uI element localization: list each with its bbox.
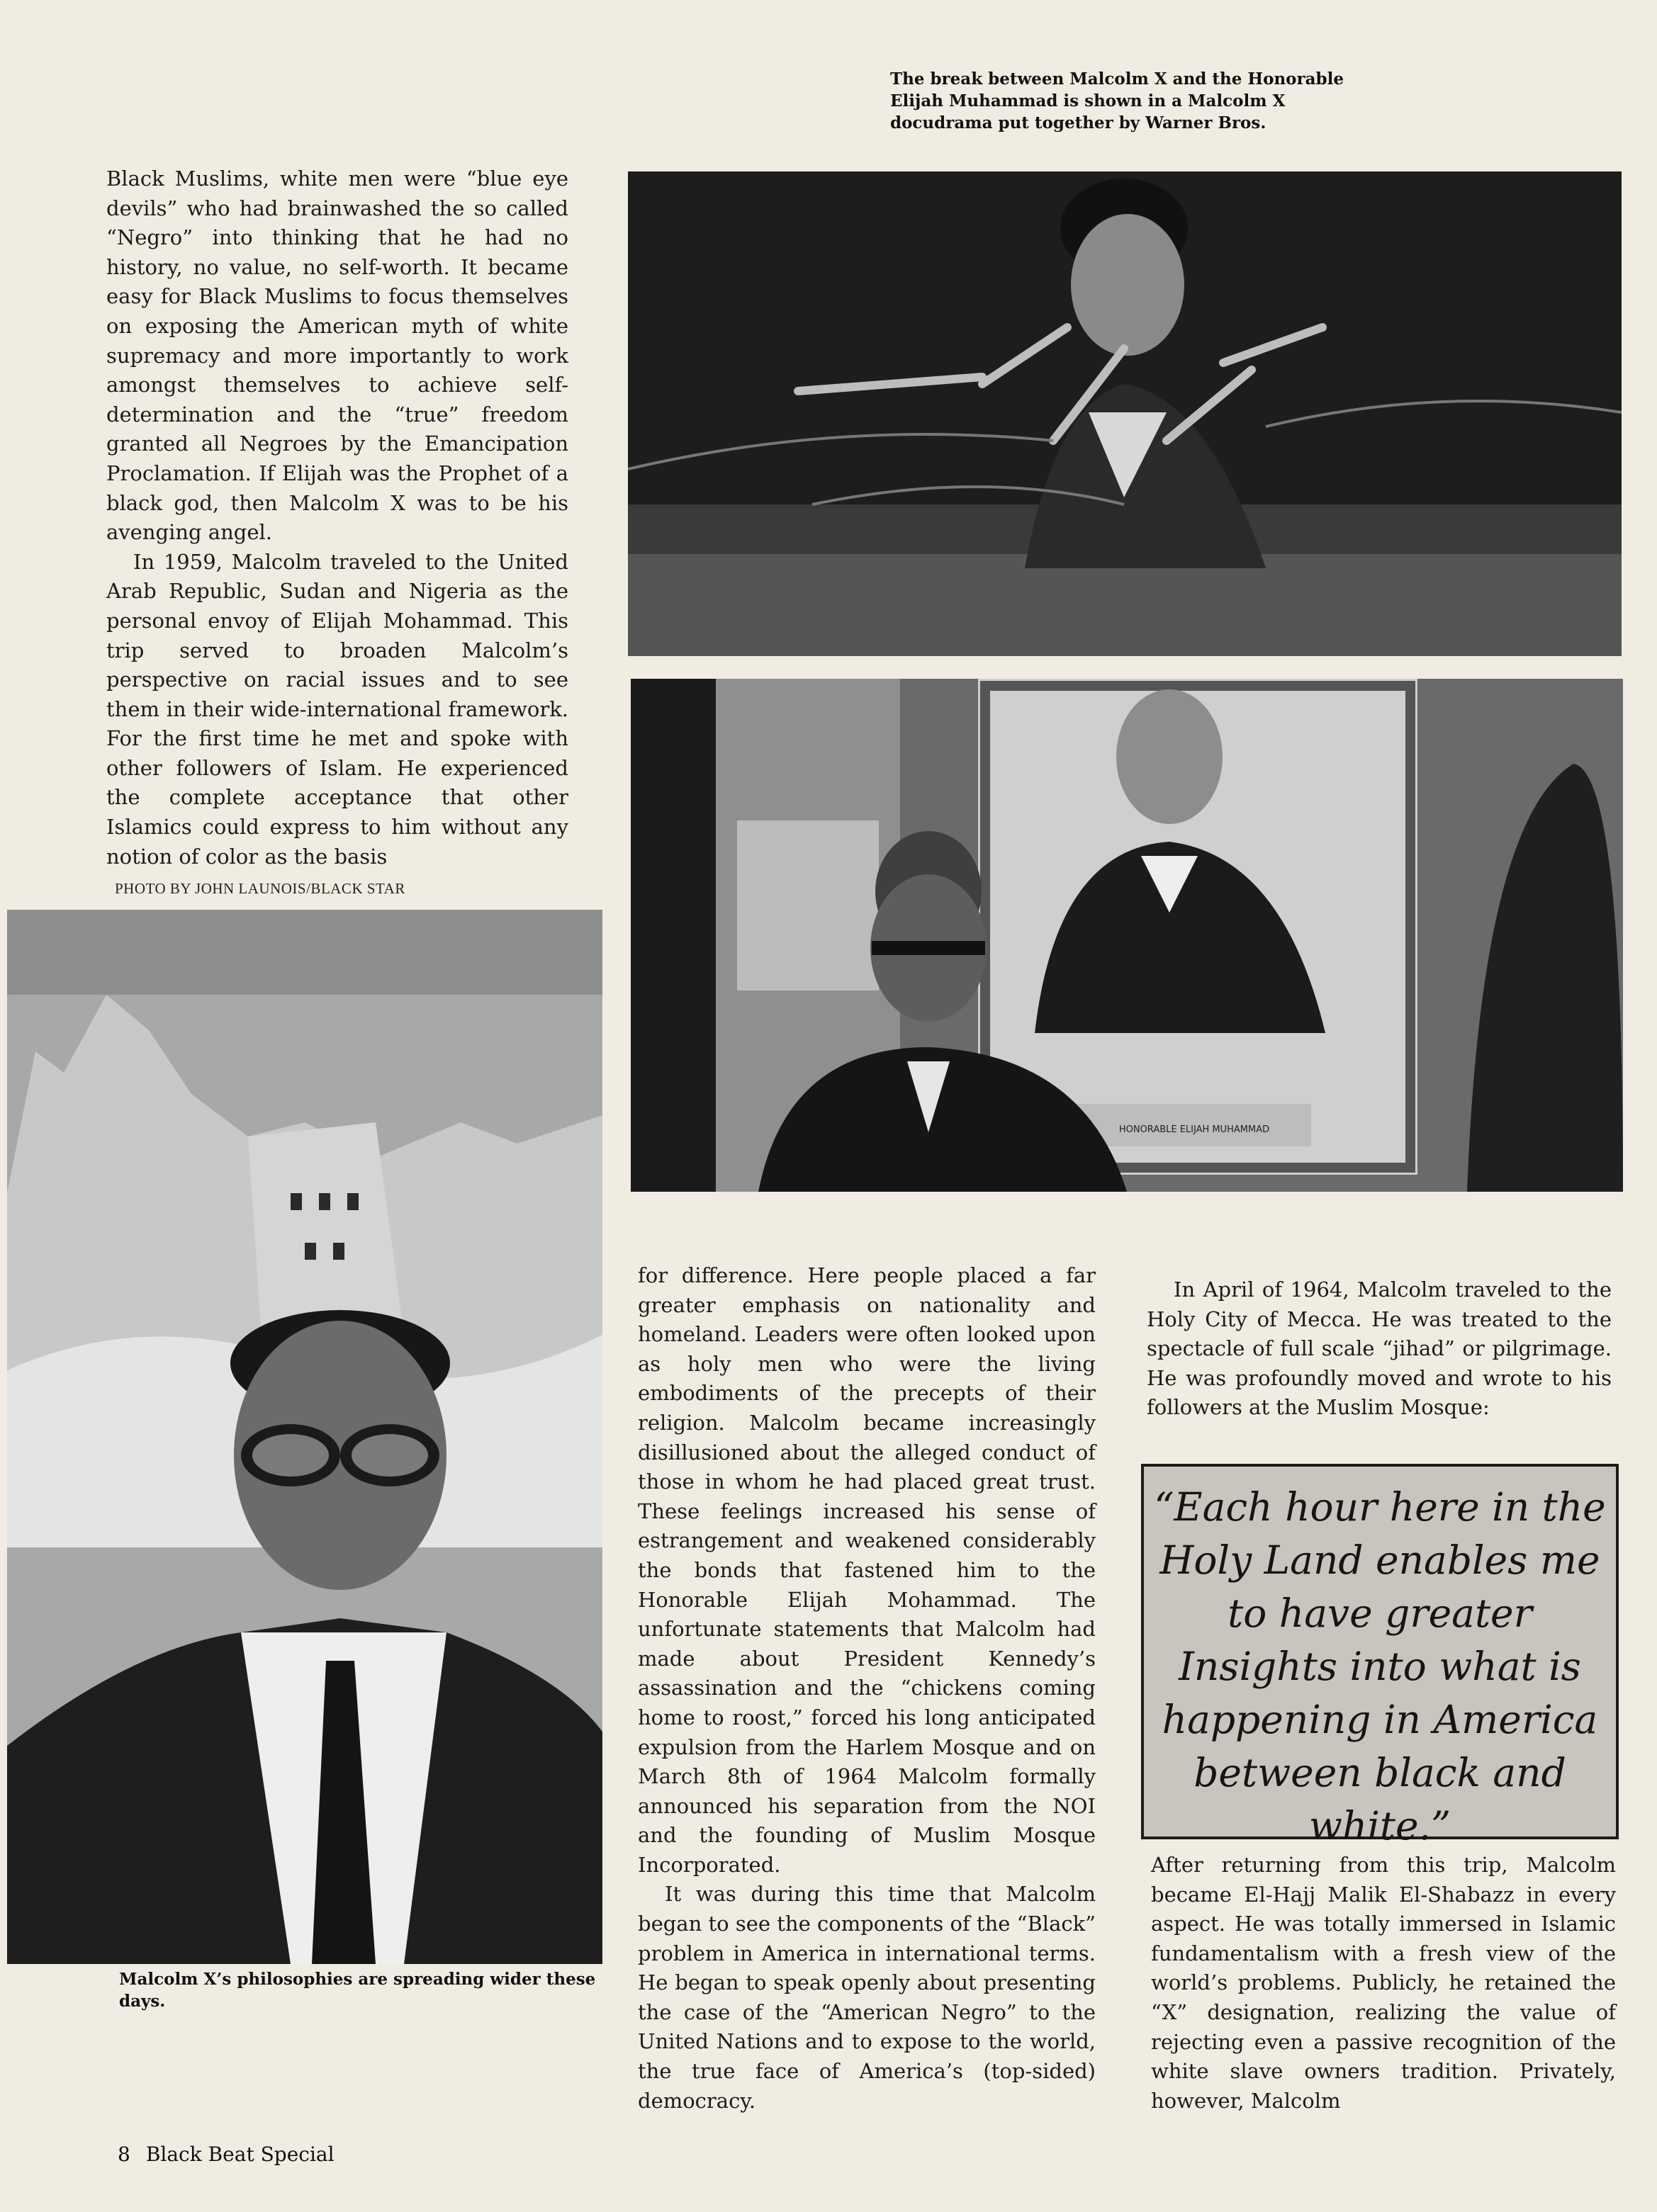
article-column-middle	[638, 1261, 1096, 2116]
paragraph: for difference. Here people placed a far greater emphasis on nationality and homeland. Leaders were often looked upon as holy men who were the living embodiments of the precepts of their religion. Malcolm became increasingly disillusioned about the alleged conduct of those in whom he had placed great trust. These feelings increased his sense of estrangement and weakened considerably the bonds that fastened him to the Honorable Elijah Mohammad. The unfortunate statements that Malcolm had made about President Kennedy’s assassination and the “chickens coming home to roost,” forced his long anticipated expulsion from the Harlem Mosque and on March 8th of 1964 Malcolm formally announced his separation from the NOI and the founding of Muslim Mosque Incorporated.	[638, 1263, 1096, 1877]
paragraph: In April of 1964, Malcolm traveled to the Holy City of Mecca. He was treated to the spectacle of full scale “jihad” or pilgrimage. He was profoundly moved and wrote to his followers at the Muslim Mosque:	[1147, 1277, 1612, 1420]
top-photo-caption: The break between Malcolm X and the Honorable Elijah Muhammad is shown in a Malcolm X docudrama put together by Warner Bros.	[890, 69, 1344, 132]
page-footer	[118, 2143, 350, 2166]
paragraph: It was during this time that Malcolm began to see the components of the “Black” problem in America in international terms. He began to speak openly about presenting the case of the “American Negro” to the United Nations and to expose to the world, the true face of America’s (top-sided) democracy.	[638, 1882, 1096, 2113]
malcolm-portrait-photo	[631, 679, 1623, 1192]
paragraph: In 1959, Malcolm traveled to the United Arab Republic, Sudan and Nigeria as the personal envoy of Elijah Mohammad. This trip served to broaden Malcolm’s perspective on racial issues and to see them in their wide-international framework. For the first time he met and spoke with other followers of Islam. He experienced the complete acceptance that other Islamics could express to him without any notion of color as the basis	[106, 549, 568, 869]
publication-name: Black Beat Special	[145, 2143, 335, 2166]
portrait-nameplate: HONORABLE ELIJAH MUHAMMAD	[1118, 1124, 1270, 1135]
article-column-right-bottom	[1151, 1851, 1616, 2116]
article-column-left	[106, 164, 568, 871]
bottom-photo-caption: Malcolm X’s philosophies are spreading wider these days.	[119, 1970, 596, 2011]
article-column-right-top	[1147, 1275, 1612, 1423]
pull-quote: “Each hour here in the Holy Land enables me to have greater Insights into what is happening in America between black and white.”	[1141, 1464, 1619, 1839]
paragraph: Black Muslims, white men were “blue eye devils” who had brainwashed the so called “Negro” into thinking that he had no history, no value, no self-worth. It became easy for Black Muslims to focus themselves on exposing the American myth of white supremacy and more importantly to work amongst themselves to achieve self-determination and the “true” freedom granted all Negroes by the Emancipation Proclamation. If Elijah was the Prophet of a black god, then Malcolm X was to be his avenging angel.	[106, 167, 568, 545]
malcolm-outdoor-photo	[7, 910, 602, 1964]
press-conference-photo	[628, 171, 1622, 656]
photo-credit: PHOTO BY JOHN LAUNOIS/BLACK STAR	[115, 880, 405, 897]
page-number: 8	[118, 2143, 130, 2166]
paragraph: After returning from this trip, Malcolm became El-Hajj Malik El-Shabazz in every aspect. He was totally immersed in Islamic fundamentalism with a fresh view of the world’s problems. Publicly, he retained the “X” designation, realizing the value of rejecting even a passive recognition of the white slave owners tradition. Privately, however, Malcolm	[1151, 1853, 1616, 2113]
